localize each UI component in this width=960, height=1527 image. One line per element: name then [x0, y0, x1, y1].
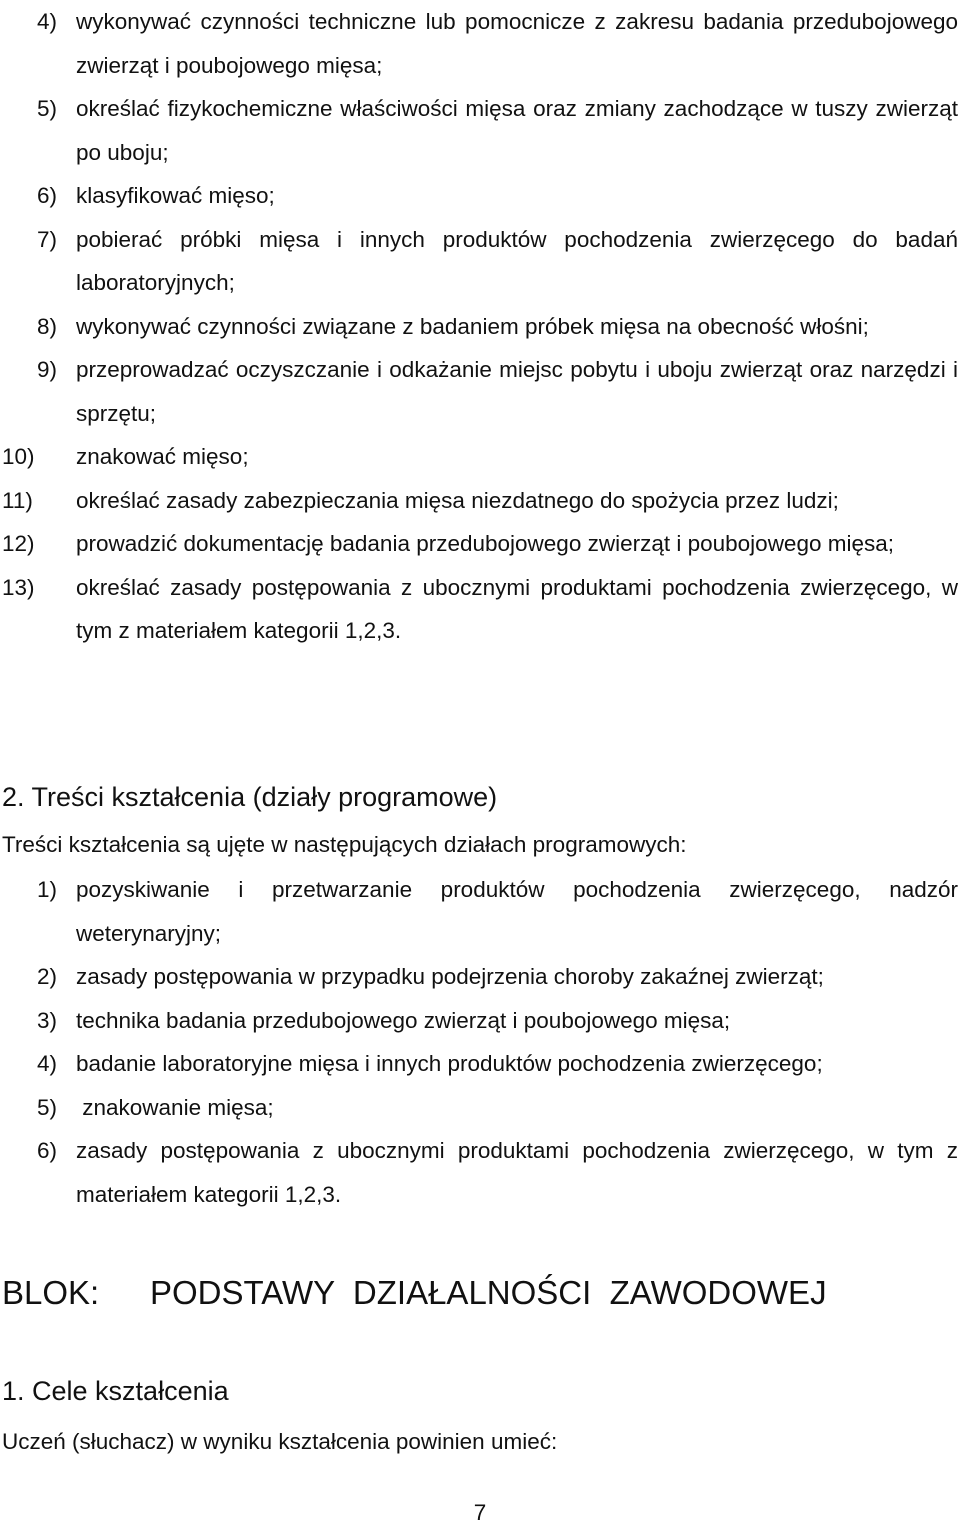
list-item — [0, 305, 958, 349]
section-heading: 2. Treści kształcenia (działy programowe) — [2, 782, 498, 812]
item-text: znakowanie mięsa; — [76, 1094, 274, 1120]
objectives-list — [0, 0, 958, 653]
item-number: 6) — [37, 183, 58, 208]
section-heading: 1. Cele kształcenia — [2, 1376, 229, 1406]
item-number: 4) — [37, 9, 58, 34]
item-text: klasyfikować mięso; — [76, 183, 275, 208]
list-item — [0, 0, 958, 87]
block-label: BLOK: — [2, 1274, 100, 1311]
item-text: pozyskiwanie i przetwarzanie produktów pochodzenia zwierzęcego, nadzór weterynaryjny; — [76, 877, 958, 946]
section-intro: Treści kształcenia są ujęte w następujących działach programowych: — [2, 832, 687, 857]
item-text: znakować mięso; — [76, 444, 249, 469]
item-text: wykonywać czynności związane z badaniem próbek mięsa na obecność włośni; — [76, 313, 869, 339]
item-number: 12) — [2, 531, 35, 556]
list-item — [0, 1086, 958, 1130]
list-item — [0, 999, 958, 1043]
content-list — [0, 868, 958, 1216]
list-item — [0, 1129, 958, 1216]
list-item — [0, 566, 958, 653]
list-item — [0, 955, 958, 999]
item-number: 7) — [37, 226, 58, 252]
item-number: 10) — [2, 444, 35, 469]
list-item — [0, 522, 958, 566]
item-text: badanie laboratoryjne mięsa i innych produktów pochodzenia zwierzęcego; — [76, 1051, 823, 1076]
block-title — [2, 1274, 827, 1312]
list-item — [0, 435, 958, 479]
list-item — [0, 218, 958, 305]
item-number: 5) — [37, 96, 58, 121]
section-intro: Uczeń (słuchacz) w wyniku kształcenia powinien umieć: — [2, 1429, 558, 1454]
item-number: 11) — [2, 487, 33, 513]
item-number: 13) — [2, 574, 35, 600]
item-number: 6) — [37, 1138, 58, 1163]
item-text: wykonywać czynności techniczne lub pomocnicze z zakresu badania przedubojowego zwierząt i poubojowego mięsa; — [76, 9, 958, 78]
item-text: określać fizykochemiczne właściwości mięsa oraz zmiany zachodzące w tuszy zwierząt po uboju; — [76, 96, 958, 165]
list-item — [0, 868, 958, 955]
item-number: 5) — [37, 1094, 58, 1120]
block-name: PODSTAWY DZIAŁALNOŚCI ZAWODOWEJ — [150, 1274, 827, 1311]
list-item — [0, 87, 958, 174]
item-number: 9) — [37, 357, 58, 382]
item-text: przeprowadzać oczyszczanie i odkażanie miejsc pobytu i uboju zwierząt oraz narzędzi i sprzętu; — [76, 357, 958, 426]
item-number: 2) — [37, 964, 58, 989]
item-number: 3) — [37, 1007, 58, 1033]
item-text: technika badania przedubojowego zwierząt i poubojowego mięsa; — [76, 1007, 731, 1033]
item-number: 4) — [37, 1051, 58, 1076]
item-text: określać zasady zabezpieczania mięsa niezdatnego do spożycia przez ludzi; — [76, 487, 839, 513]
item-number: 1) — [37, 877, 58, 902]
list-item — [0, 348, 958, 435]
item-text: pobierać próbki mięsa i innych produktów pochodzenia zwierzęcego do badań laboratoryjnych; — [76, 226, 958, 295]
list-item — [0, 174, 958, 218]
item-text: zasady postępowania z ubocznymi produktami pochodzenia zwierzęcego, w tym z materiałem kategorii 1,2,3. — [76, 1138, 958, 1207]
page-number: 7 — [473, 1500, 487, 1525]
list-item — [0, 479, 958, 523]
item-number: 8) — [37, 313, 58, 339]
item-text: prowadzić dokumentację badania przedubojowego zwierząt i poubojowego mięsa; — [76, 531, 894, 556]
list-item — [0, 1042, 958, 1086]
item-text: określać zasady postępowania z ubocznymi produktami pochodzenia zwierzęcego, w tym z materiałem kategorii 1,2,3. — [76, 574, 958, 643]
item-text: zasady postępowania w przypadku podejrzenia choroby zakaźnej zwierząt; — [76, 964, 824, 989]
